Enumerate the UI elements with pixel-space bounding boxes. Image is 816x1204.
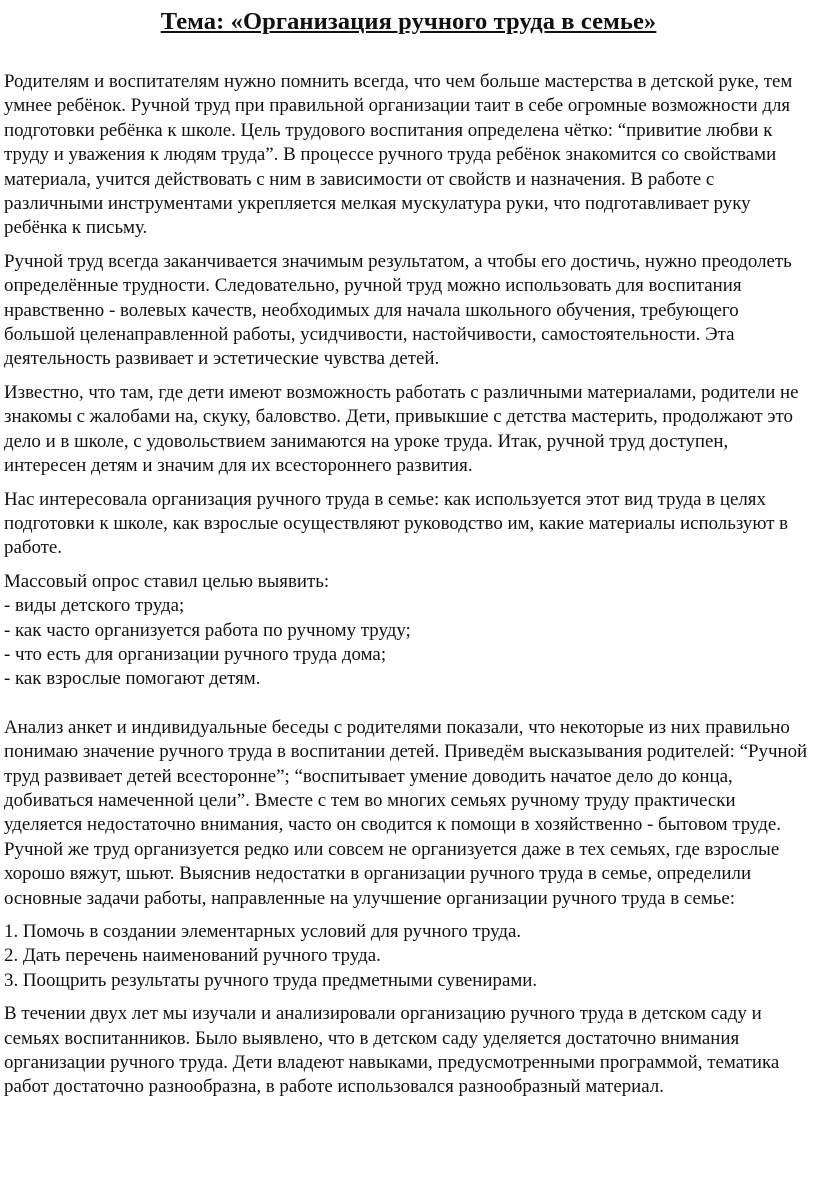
list-item: - виды детского труда; bbox=[4, 595, 185, 617]
survey-intro: Массовый опрос ставил целью выявить: bbox=[4, 570, 330, 592]
paragraph-materials: Известно, что там, где дети имеют возможность работать с различными материалами, родители не знакомы с жалобами на, скуку, баловство. Дети, привыкшие с детства мастерить, продолжают это дело и в школе, с удовольствием занимаются на уроке труда. Итак, ручной труд доступен, интересен детям и значим для их всестороннего развития. bbox=[4, 381, 799, 477]
list-item: 2. Дать перечень наименований ручного труда. bbox=[4, 945, 381, 967]
tasks-list bbox=[4, 920, 813, 993]
list-item: 3. Поощрить результаты ручного труда предметными сувенирами. bbox=[4, 969, 538, 991]
list-item: 1. Помочь в создании элементарных условий для ручного труда. bbox=[4, 921, 522, 942]
paragraph-intro: Родителям и воспитателям нужно помнить всегда, что чем больше мастерства в детской руке, тем умнее ребёнок. Ручной труд при правильной организации таит в себе огромные возможности для подготовки ребёнка к школе. Цель трудового воспитания определена чётко: “привитие любви к труду и уважения к людям труда”. В процессе ручного труда ребёнок знакомится со свойствами материала, учится действовать с ним в зависимости от свойств и назначения. В работе с различными инструментами укрепляется мелкая мускулатура руки, что подготавливает руку ребёнка к письму. bbox=[4, 71, 793, 239]
page-title: Тема: «Организация ручного труда в семье» bbox=[160, 8, 657, 35]
list-item: - что есть для организации ручного труда дома; bbox=[4, 643, 387, 665]
paragraph-analysis: Анализ анкет и индивидуальные беседы с родителями показали, что некоторые из них правильно понимаю значение ручного труда в воспитании детей. Приведём высказывания родителей: “Ручной труд развивает детей всесторонне”; “воспитывает умение доводить начатое дело до конца, добиваться намеченной цели”. Вместе с тем во многих семьях ручному труду практически уделяется недостаточно внимания, часто он сводится к помощи в хозяйственно - бытовом труде. Ручной же труд организуется редко или совсем не организуется даже в тех семьях, где взрослые хорошо вяжут, шьют. Выяснив недостатки в организации ручного труда в семье, определили основные задачи работы, направленные на улучшение организации ручного труда в семье: bbox=[4, 716, 808, 909]
survey-list bbox=[4, 594, 813, 692]
list-item: - как часто организуется работа по ручному труду; bbox=[4, 619, 411, 641]
paragraph-final: В течении двух лет мы изучали и анализировали организацию ручного труда в детском саду и семьях воспитанников. Было выявлено, что в детском саду уделяется достаточно внимания организации ручного труда. Дети владеют навыками, предусмотренными программой, тематика работ достаточно разнообразна, в работе использовался разнообразный материал. bbox=[4, 1003, 780, 1098]
paragraph-results: Ручной труд всегда заканчивается значимым результатом, а чтобы его достичь, нужно преодолеть определённые трудности. Следовательно, ручной труд можно использовать для воспитания нравственно - волевых качеств, необходимых для начала школьного обучения, требующего большой целенаправленной работы, усидчивости, настойчивости, самостоятельности. Эта деятельность развивает и эстетические чувства детей. bbox=[4, 250, 792, 370]
paragraph-family-interest: Нас интересовала организация ручного труда в семье: как используется этот вид труда в целях подготовки к школе, как взрослые осуществляют руководство им, какие материалы используют в работе. bbox=[4, 488, 789, 559]
list-item: - как взрослые помогают детям. bbox=[4, 668, 261, 690]
